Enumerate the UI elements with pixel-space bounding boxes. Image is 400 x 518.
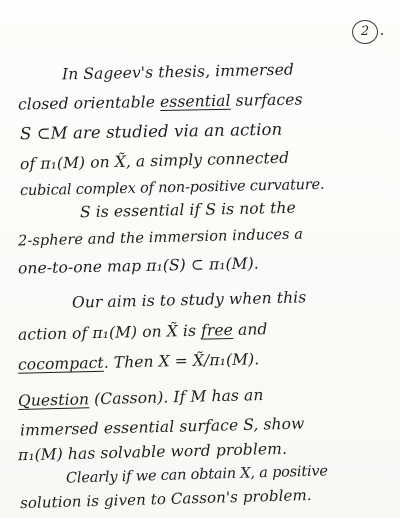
text-line-1: In Sageev's thesis, immersed <box>61 60 295 84</box>
text-line-14: π₁(M) has solvable word problem. <box>17 439 288 465</box>
underlined-question: Question <box>17 390 90 410</box>
page-number: 2 <box>360 24 370 39</box>
underlined-essential: essential <box>159 91 231 112</box>
text-line-11: cocompact. Then X = X̃/π₁(M). <box>17 350 260 374</box>
underlined-cocompact: cocompact <box>17 353 104 374</box>
text-line-10: action of π₁(M) on X̃ is free and <box>17 320 268 344</box>
text-line-16: solution is given to Casson's problem. <box>19 485 312 513</box>
text-line-2: closed orientable essential surfaces <box>17 90 303 114</box>
page-number-circle <box>352 20 378 44</box>
text-line-13: immersed essential surface S, show <box>19 414 305 440</box>
underlined-free: free <box>200 320 234 340</box>
text-line-9: Our aim is to study when this <box>71 288 307 312</box>
text-line-4: of π₁(M) on X̃, a simply connected <box>19 148 290 174</box>
text-line-5: cubical complex of non-positive curvature. <box>19 176 325 200</box>
text-line-7: 2-sphere and the immersion induces a <box>17 226 304 250</box>
page-number-dot <box>381 33 383 35</box>
text-line-3: S ⊂M are studied via an action <box>19 119 283 144</box>
text-line-15: Clearly if we can obtain X, a positive <box>65 463 329 487</box>
text-line-8: one-to-one map π₁(S) ⊂ π₁(M). <box>17 254 260 278</box>
text-line-6: S is essential if S is not the <box>79 198 296 222</box>
text-line-12: Question (Casson). If M has an <box>17 386 264 410</box>
